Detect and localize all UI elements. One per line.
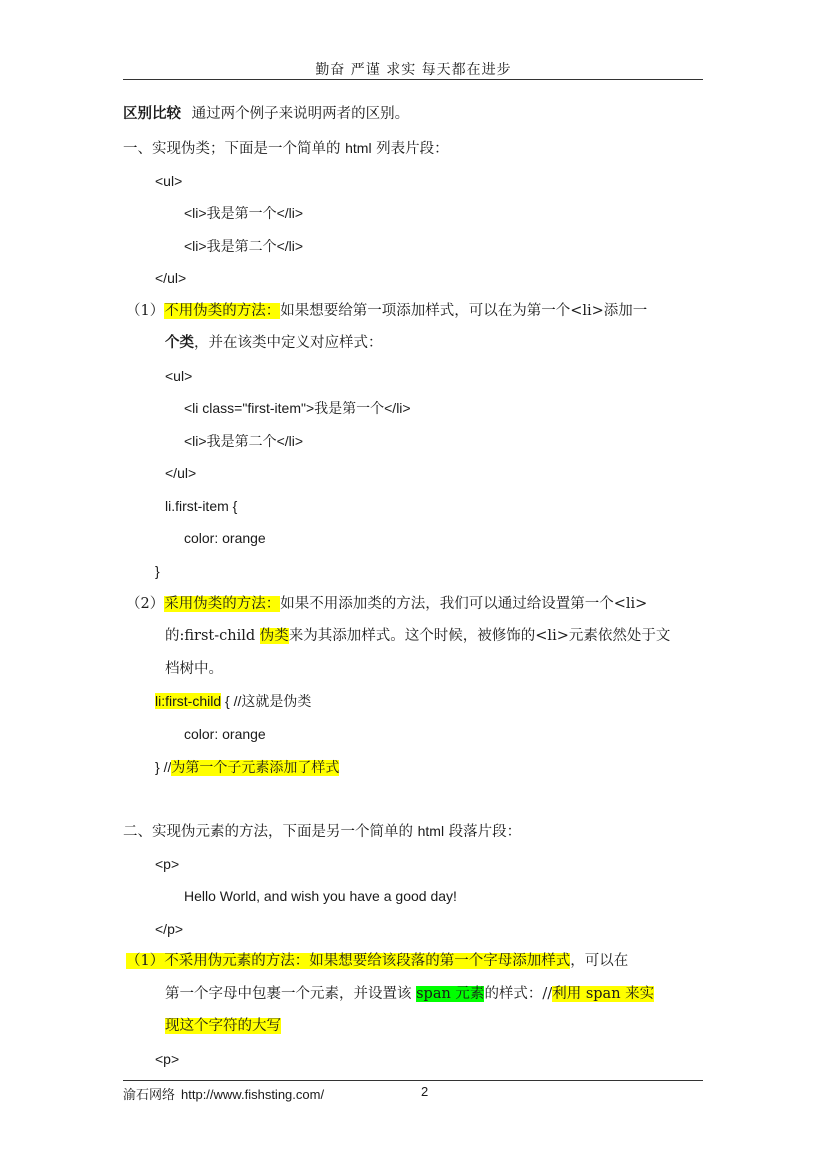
- point1-number: （1）: [126, 303, 165, 319]
- point1-text: 如果想要给第一项添加样式，可以在为第一个<li>添加一: [280, 303, 648, 319]
- point2-line2-b: 来为其添加样式。这个时候，被修饰的<li>元素依然处于文: [288, 628, 671, 644]
- sec2-point1-line2-highlight: 利用 span 来实: [552, 986, 655, 1002]
- sec1-point2-line2: [165, 626, 670, 646]
- code-p-open-2: <p>: [155, 1051, 180, 1067]
- css2-close-brace: } //: [155, 759, 172, 775]
- code-li-2: <li>我是第二个</li>: [184, 238, 304, 254]
- header-rule: [123, 79, 703, 80]
- point2-line2-a: 的:first-child: [165, 628, 260, 644]
- footer-rule: [123, 1080, 703, 1081]
- point2-text: 如果不用添加类的方法，我们可以通过给设置第一个<li>: [280, 596, 648, 612]
- css-close-brace: }: [155, 563, 160, 579]
- sec2-point1-rest: ，可以在: [570, 953, 629, 969]
- point2-highlight: 采用伪类的方法：: [164, 596, 281, 612]
- pseudo-selector-highlight: li:first-child: [155, 693, 222, 709]
- code-ul-close: </ul>: [155, 270, 187, 286]
- css2-comment-highlight: 为第一个子元素添加了样式: [171, 760, 340, 776]
- code-hello-text: Hello World, and wish you have a good day!: [184, 888, 457, 904]
- code-li-1: <li>我是第一个</li>: [184, 205, 304, 221]
- page-number: 2: [421, 1084, 429, 1099]
- sec1-point2-line3: 档树中。: [165, 661, 223, 677]
- section1-heading: [123, 138, 449, 159]
- footer-left: [123, 1084, 324, 1103]
- pseudo-selector-comment: { //这就是伪类: [221, 693, 312, 709]
- section2-heading: [123, 821, 521, 842]
- sec2-point1-line2-b: 的样式：//: [484, 986, 553, 1002]
- code-ul-close-2: </ul>: [165, 465, 197, 481]
- intro-title: 区别比较: [123, 105, 181, 122]
- sec2-point1-line2-a: 第一个字母中包裹一个元素，并设置该: [165, 986, 417, 1002]
- span-element-green-highlight: span 元素: [416, 986, 485, 1002]
- section1-heading-suffix: 列表片段：: [371, 141, 449, 157]
- sec1-point1-line2: [165, 333, 383, 353]
- intro-text: 通过两个例子来说明两者的区别。: [191, 106, 410, 122]
- css2-close: [155, 757, 339, 778]
- section1-heading-text: 一、实现伪类；下面是一个简单的: [123, 141, 346, 157]
- point1-cont-text: ，并在该类中定义对应样式：: [194, 335, 383, 351]
- code-li-class-first-item: <li class="first-item">我是第一个</li>: [184, 400, 411, 416]
- section2-heading-suffix: 段落片段：: [444, 824, 522, 840]
- point1-bold-text: 个类: [165, 334, 194, 351]
- css2-color-orange: color: orange: [184, 726, 266, 742]
- point1-highlight: 不用伪类的方法：: [164, 303, 281, 319]
- sec1-point2-line1: [126, 594, 647, 614]
- css-pseudo-selector: [155, 691, 311, 711]
- sec2-point1-line1: [126, 951, 628, 971]
- code-p-open: <p>: [155, 856, 180, 872]
- point2-line2-highlight: 伪类: [259, 628, 289, 644]
- css-color-orange: color: orange: [184, 530, 266, 546]
- section2-heading-text: 二、实现伪元素的方法，下面是另一个简单的: [123, 824, 418, 840]
- page-header: 勤奋 严谨 求实 每天都在进步: [315, 62, 512, 78]
- css-selector-first-item: li.first-item {: [165, 498, 238, 514]
- section2-heading-code: html: [417, 823, 445, 839]
- code-ul-open: <ul>: [155, 173, 183, 189]
- point2-number: （2）: [126, 596, 165, 612]
- code-p-close: </p>: [155, 921, 184, 937]
- footer-url: http://www.fishsting.com/: [181, 1087, 325, 1102]
- sec2-point1-line2: [165, 984, 654, 1004]
- sec2-point1-highlight: （1）不采用伪元素的方法：如果想要给该段落的第一个字母添加样式: [126, 953, 571, 969]
- footer-site-name: 渝石网络: [123, 1088, 176, 1103]
- sec2-point1-line3: [165, 1016, 281, 1036]
- code-li-2b: <li>我是第二个</li>: [184, 433, 304, 449]
- sec2-point1-line3-highlight: 现这个字符的大写: [165, 1018, 281, 1034]
- intro-line: [123, 104, 409, 124]
- section1-heading-code: html: [345, 140, 372, 156]
- sec1-point1-line1: [126, 301, 647, 321]
- code-ul-open-2: <ul>: [165, 368, 193, 384]
